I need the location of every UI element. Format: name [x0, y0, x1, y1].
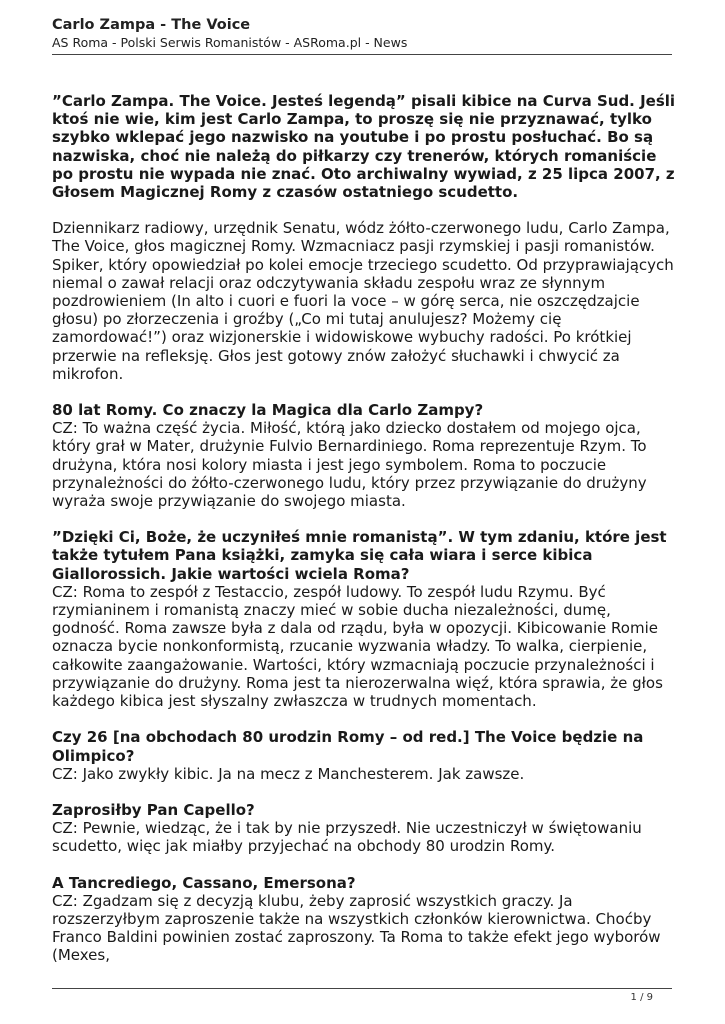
document-subtitle: AS Roma - Polski Serwis Romanistów - ASRoma.pl - News — [52, 35, 408, 50]
qa-block — [52, 874, 676, 965]
qa-block — [52, 528, 676, 710]
qa-block — [52, 801, 676, 856]
article-intro: Dziennikarz radiowy, urzędnik Senatu, wódz żółto-czerwonego ludu, Carlo Zampa, The Voice, głos magicznej Romy. Wzmacniacz pasji rzymskiej i pasji romanistów. Spiker, który opowiedział po kolei emocje trzeciego scudetto. Od przyprawiających niemal o zawał relacji oraz odczytywania składu zespołu wraz ze słynnym pozdrowieniem (In alto i cuori e fuori la voce – w górę serca, nie oszczędzajcie głosu) po złorzeczenia i groźby („Co mi tutaj anulujesz? Możemy cię zamordować!”) oraz wizjonerskie i widowiskowe wybuchy radości. Po krótkiej przerwie na refleksję. Głos jest gotowy znów założyć słuchawki i chwycić za mikrofon. — [52, 219, 674, 383]
qa-block — [52, 728, 676, 783]
footer-divider — [52, 988, 672, 989]
answer: CZ: Pewnie, wiedząc, że i tak by nie przyszedł. Nie uczestniczył w świętowaniu scudetto, więc jak miałby przyjechać na obchody 80 urodzin Romy. — [52, 819, 642, 856]
answer: CZ: Roma to zespół z Testaccio, zespół ludowy. To zespół ludu Rzymu. Być rzymianinem i romanistą znaczy mieć w sobie ducha niezależności, dumę, godność. Roma zawsze była z dala od rządu, była w opozycji. Kibicowanie Romie oznacza bycie nonkonformistą, rzucanie wyzwania władzy. To walka, cierpienie, całkowite zaangażowanie. Wartości, który wzmacniają poczucie przynależności i przywiązanie do drużyny. Roma jest ta nierozerwalna więź, która sprawia, że głos każdego kibica jest słyszalny zwłaszcza w trudnych momentach. — [52, 582, 663, 711]
question: 80 lat Romy. Co znaczy la Magica dla Carlo Zampy? — [52, 401, 484, 420]
page-number: 1 / 9 — [630, 992, 653, 1003]
answer: CZ: To ważna część życia. Miłość, którą jako dziecko dostałem od mojego ojca, który grał w Mater, drużynie Fulvio Bernardiniego. Roma reprezentuje Rzym. To drużyna, która nosi kolory miasta i jest jego symbolem. Roma to poczucie przynależności do żółto-czerwonego ludu, który przez przywiązanie do drużyny wyraża swoje przywiązanie do swojego miasta. — [52, 419, 647, 511]
answer: CZ: Zgadzam się z decyzją klubu, żeby zaprosić wszystkich graczy. Ja rozszerzyłbym zaproszenie także na wszystkich członków kierownictwa. Choćby Franco Baldini powinien zostać zaproszony. Ta Roma to także efekt jego wyborów (Mexes, — [52, 891, 661, 965]
question: Czy 26 [na obchodach 80 urodzin Romy – od red.] The Voice będzie na Olimpico? — [52, 728, 644, 765]
question: Zaprosiłby Pan Capello? — [52, 800, 255, 819]
document-header — [52, 16, 672, 51]
article-body — [52, 92, 676, 983]
question: A Tancrediego, Cassano, Emersona? — [52, 873, 356, 892]
header-divider — [52, 54, 672, 55]
qa-block — [52, 401, 676, 510]
question: ”Dzięki Ci, Boże, że uczyniłeś mnie romanistą”. W tym zdaniu, które jest także tytułem Pana książki, zamyka się cała wiara i serce kibica Giallorossich. Jakie wartości wciela Roma? — [52, 528, 667, 583]
article-lead: ”Carlo Zampa. The Voice. Jesteś legendą” pisali kibice na Curva Sud. Jeśli ktoś nie wie, kim jest Carlo Zampa, to proszę się nie przyznawać, tylko szybko wklepać jego nazwisko na youtube i po prostu posłuchać. Bo są nazwiska, choć nie należą do piłkarzy czy trenerów, których romaniście po prostu nie wypada nie znać. Oto archiwalny wywiad, z 25 lipca 2007, z Głosem Magicznej Romy z czasów ostatniego scudetto. — [52, 92, 676, 202]
document-title: Carlo Zampa - The Voice — [52, 17, 251, 33]
answer: CZ: Jako zwykły kibic. Ja na mecz z Manchesterem. Jak zawsze. — [52, 764, 525, 783]
